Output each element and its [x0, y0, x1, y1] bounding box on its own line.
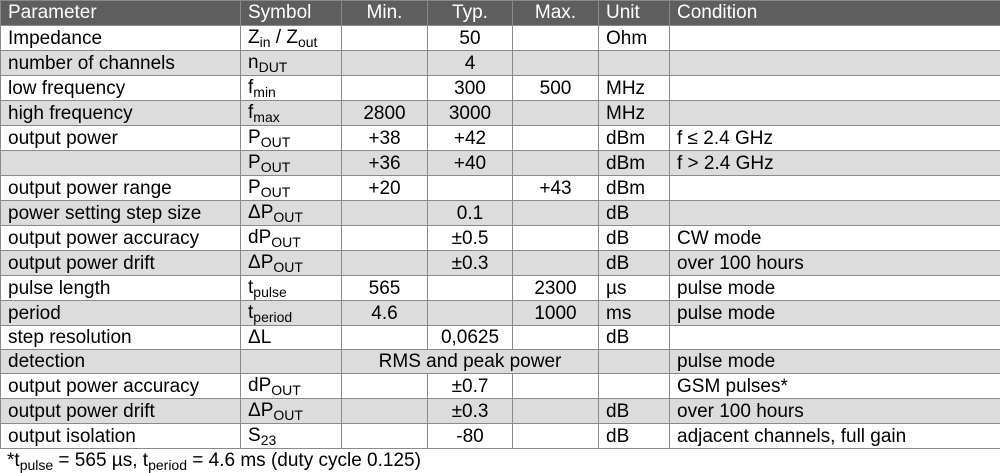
- cell-symbol: [241, 374, 342, 399]
- table-row: [1, 26, 1000, 51]
- cell-max: [513, 201, 599, 226]
- symbol-subscript: OUT: [271, 234, 301, 250]
- symbol-subscript: OUT: [261, 184, 291, 200]
- cell-typ: -80: [428, 424, 513, 449]
- cell-max: [513, 226, 599, 251]
- header-unit: Unit: [599, 1, 670, 26]
- cell-typ: 0,0625: [428, 326, 513, 350]
- cell-condition: [670, 51, 1000, 76]
- cell-typ: ±0.3: [428, 399, 513, 424]
- table-body: [1, 26, 1000, 449]
- cell-max: 500: [513, 76, 599, 101]
- cell-parameter: detection: [1, 350, 241, 374]
- symbol-text: n: [248, 52, 259, 73]
- cell-condition: [670, 76, 1000, 101]
- symbol-text: Z: [248, 27, 260, 48]
- cell-condition: over 100 hours: [670, 251, 1000, 276]
- symbol-text: f: [248, 77, 253, 98]
- cell-min: [342, 226, 428, 251]
- cell-typ: ±0.3: [428, 251, 513, 276]
- cell-parameter: output power drift: [1, 251, 241, 276]
- cell-unit: dBm: [599, 151, 670, 176]
- cell-unit: dBm: [599, 126, 670, 151]
- cell-unit: dB: [599, 251, 670, 276]
- symbol-text: / Z: [271, 27, 298, 48]
- table-row: [1, 374, 1000, 399]
- table-row: [1, 276, 1000, 301]
- cell-max: [513, 326, 599, 350]
- footnote-subscript: pulse: [20, 457, 53, 473]
- cell-symbol: [241, 226, 342, 251]
- cell-min: 565: [342, 276, 428, 301]
- symbol-text: ΔP: [248, 400, 273, 421]
- cell-typ: 50: [428, 26, 513, 51]
- table-row: [1, 350, 1000, 374]
- table-row: [1, 101, 1000, 126]
- cell-max: [513, 51, 599, 76]
- cell-condition: pulse mode: [670, 301, 1000, 326]
- cell-typ: +40: [428, 151, 513, 176]
- cell-min: [342, 26, 428, 51]
- table-row: [1, 201, 1000, 226]
- cell-condition: [670, 176, 1000, 201]
- cell-typ: ±0.5: [428, 226, 513, 251]
- cell-symbol: [241, 399, 342, 424]
- cell-max: [513, 26, 599, 51]
- cell-symbol: [241, 251, 342, 276]
- cell-min-typ-max-merged: RMS and peak power: [342, 350, 599, 374]
- cell-parameter: period: [1, 301, 241, 326]
- cell-unit: [599, 374, 670, 399]
- symbol-text: ΔL: [248, 327, 271, 348]
- footnote-text: *t: [7, 450, 20, 471]
- cell-max: [513, 151, 599, 176]
- cell-condition: adjacent channels, full gain: [670, 424, 1000, 449]
- header-max: Max.: [513, 1, 599, 26]
- cell-condition: [670, 101, 1000, 126]
- cell-min: [342, 51, 428, 76]
- cell-max: 1000: [513, 301, 599, 326]
- header-typ: Typ.: [428, 1, 513, 26]
- cell-max: +43: [513, 176, 599, 201]
- cell-min: [342, 76, 428, 101]
- cell-typ: ±0.7: [428, 374, 513, 399]
- footnote-text: = 565 µs, t: [53, 450, 148, 471]
- symbol-text: P: [248, 152, 261, 173]
- header-parameter: Parameter: [1, 1, 241, 26]
- cell-unit: dB: [599, 201, 670, 226]
- symbol-text: dP: [248, 375, 271, 396]
- cell-parameter: number of channels: [1, 51, 241, 76]
- cell-unit: MHz: [599, 76, 670, 101]
- cell-symbol: [241, 76, 342, 101]
- cell-parameter: output power range: [1, 176, 241, 201]
- symbol-subscript: OUT: [261, 159, 291, 175]
- table-row: [1, 326, 1000, 350]
- cell-parameter: Impedance: [1, 26, 241, 51]
- cell-symbol: [241, 350, 342, 374]
- table-row: [1, 226, 1000, 251]
- symbol-text: t: [248, 277, 253, 298]
- cell-unit: dB: [599, 226, 670, 251]
- cell-condition: pulse mode: [670, 276, 1000, 301]
- cell-typ: [428, 176, 513, 201]
- cell-min: [342, 374, 428, 399]
- cell-condition: GSM pulses*: [670, 374, 1000, 399]
- cell-condition: f ≤ 2.4 GHz: [670, 126, 1000, 151]
- cell-unit: dB: [599, 424, 670, 449]
- cell-max: [513, 101, 599, 126]
- cell-unit: ms: [599, 301, 670, 326]
- cell-unit: dBm: [599, 176, 670, 201]
- cell-symbol: [241, 126, 342, 151]
- cell-min: +38: [342, 126, 428, 151]
- cell-parameter: step resolution: [1, 326, 241, 350]
- symbol-subscript: period: [253, 309, 292, 325]
- footnote-subscript: period: [148, 457, 187, 473]
- cell-typ: [428, 276, 513, 301]
- footnote: [0, 449, 1000, 473]
- symbol-text: S: [248, 425, 261, 446]
- cell-unit: MHz: [599, 101, 670, 126]
- symbol-subscript: 23: [261, 432, 277, 448]
- cell-symbol: [241, 301, 342, 326]
- cell-parameter: output power accuracy: [1, 374, 241, 399]
- symbol-subscript: OUT: [261, 134, 291, 150]
- cell-condition: CW mode: [670, 226, 1000, 251]
- cell-max: [513, 251, 599, 276]
- cell-unit: [599, 350, 670, 374]
- symbol-text: t: [248, 302, 253, 323]
- symbol-text: P: [248, 177, 261, 198]
- cell-min: [342, 201, 428, 226]
- symbol-subscript: OUT: [273, 209, 303, 225]
- header-min: Min.: [342, 1, 428, 26]
- symbol-subscript: OUT: [273, 407, 303, 423]
- cell-parameter: output power: [1, 126, 241, 151]
- table-row: [1, 399, 1000, 424]
- cell-symbol: [241, 51, 342, 76]
- symbol-text: ΔP: [248, 252, 273, 273]
- cell-min: [342, 399, 428, 424]
- cell-max: [513, 424, 599, 449]
- cell-unit: [599, 51, 670, 76]
- cell-symbol: [241, 176, 342, 201]
- symbol-subscript: DUT: [259, 59, 288, 75]
- cell-unit: Ohm: [599, 26, 670, 51]
- cell-parameter: output power drift: [1, 399, 241, 424]
- cell-parameter: power setting step size: [1, 201, 241, 226]
- symbol-subscript: OUT: [271, 382, 301, 398]
- symbol-text: ΔP: [248, 202, 273, 223]
- header-condition: Condition: [670, 1, 1000, 26]
- cell-condition: [670, 26, 1000, 51]
- cell-typ: 0.1: [428, 201, 513, 226]
- header-symbol: Symbol: [241, 1, 342, 26]
- cell-parameter: high frequency: [1, 101, 241, 126]
- cell-condition: [670, 201, 1000, 226]
- symbol-subscript: OUT: [273, 259, 303, 275]
- cell-max: [513, 374, 599, 399]
- table-row: [1, 151, 1000, 176]
- cell-typ: [428, 301, 513, 326]
- cell-parameter: [1, 151, 241, 176]
- cell-min: 2800: [342, 101, 428, 126]
- cell-typ: 300: [428, 76, 513, 101]
- cell-condition: f > 2.4 GHz: [670, 151, 1000, 176]
- table-row: [1, 176, 1000, 201]
- cell-condition: pulse mode: [670, 350, 1000, 374]
- cell-min: 4.6: [342, 301, 428, 326]
- symbol-text: P: [248, 127, 261, 148]
- symbol-subscript: in: [260, 34, 271, 50]
- cell-min: [342, 424, 428, 449]
- cell-symbol: [241, 151, 342, 176]
- cell-min: +20: [342, 176, 428, 201]
- cell-symbol: [241, 424, 342, 449]
- cell-symbol: [241, 276, 342, 301]
- table-row: [1, 301, 1000, 326]
- cell-symbol: [241, 326, 342, 350]
- cell-min: +36: [342, 151, 428, 176]
- cell-parameter: pulse length: [1, 276, 241, 301]
- symbol-subscript: min: [253, 84, 276, 100]
- cell-unit: dB: [599, 326, 670, 350]
- cell-condition: over 100 hours: [670, 399, 1000, 424]
- table-row: [1, 126, 1000, 151]
- cell-unit: dB: [599, 399, 670, 424]
- cell-parameter: output power accuracy: [1, 226, 241, 251]
- symbol-text: dP: [248, 227, 271, 248]
- cell-parameter: output isolation: [1, 424, 241, 449]
- cell-unit: µs: [599, 276, 670, 301]
- cell-symbol: [241, 201, 342, 226]
- symbol-subscript: pulse: [253, 284, 286, 300]
- table-row: [1, 51, 1000, 76]
- cell-typ: +42: [428, 126, 513, 151]
- header-row: [1, 1, 1000, 26]
- footnote-text: = 4.6 ms (duty cycle 0.125): [187, 450, 421, 471]
- table-row: [1, 424, 1000, 449]
- cell-max: [513, 126, 599, 151]
- cell-typ: 4: [428, 51, 513, 76]
- cell-typ: 3000: [428, 101, 513, 126]
- symbol-subscript: max: [253, 109, 279, 125]
- table-row: [1, 76, 1000, 101]
- symbol-subscript: out: [298, 34, 317, 50]
- cell-symbol: [241, 26, 342, 51]
- cell-min: [342, 326, 428, 350]
- cell-parameter: low frequency: [1, 76, 241, 101]
- cell-max: 2300: [513, 276, 599, 301]
- symbol-text: f: [248, 102, 253, 123]
- cell-max: [513, 399, 599, 424]
- cell-condition: [670, 326, 1000, 350]
- cell-symbol: [241, 101, 342, 126]
- table-row: [1, 251, 1000, 276]
- cell-min: [342, 251, 428, 276]
